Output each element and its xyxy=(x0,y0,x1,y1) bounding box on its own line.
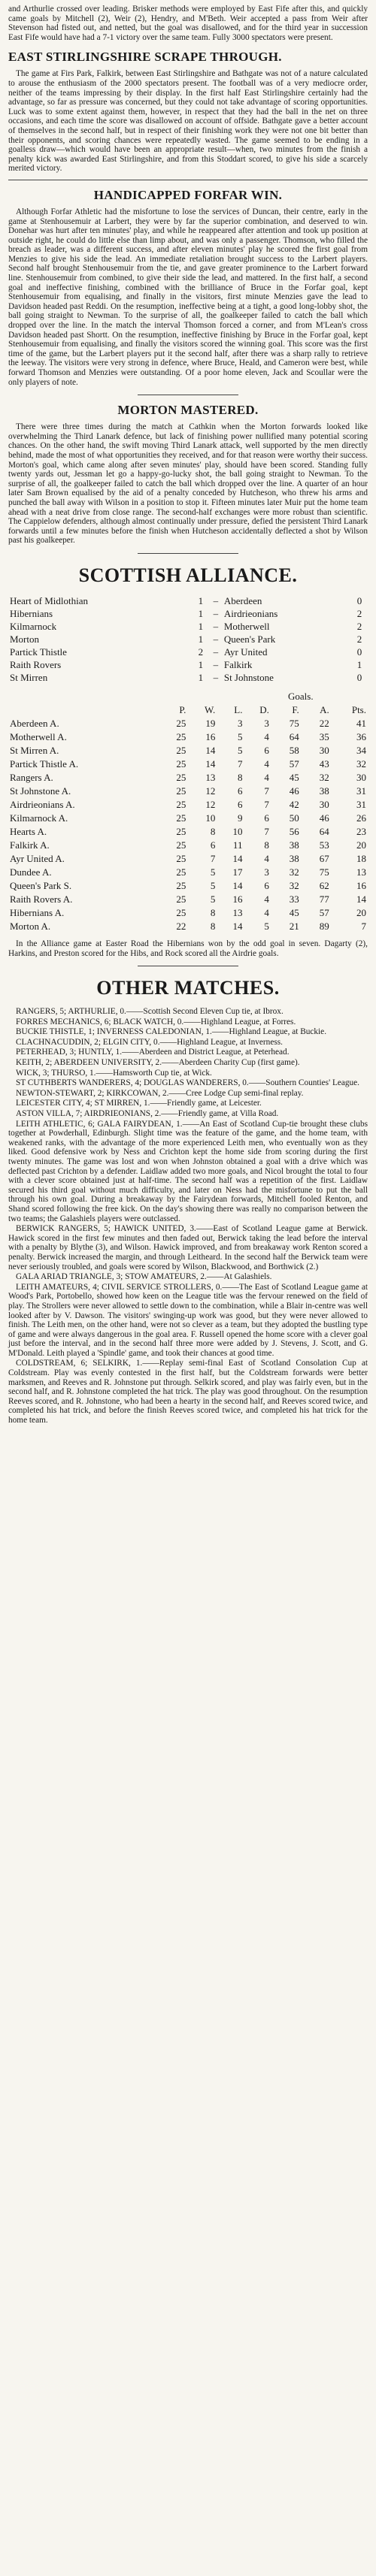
result-away-score: 2 xyxy=(356,633,362,645)
result-away-team: Queen's Park xyxy=(223,633,276,645)
league-cell-f: 56 xyxy=(289,825,299,837)
league-cell-w: 5 xyxy=(210,879,216,891)
league-cell-w: 8 xyxy=(210,825,216,837)
result-home-team: Hibernians xyxy=(10,607,53,619)
league-cell-d: 6 xyxy=(264,744,269,756)
result-row xyxy=(8,633,368,646)
result-away-score: 0 xyxy=(356,594,362,606)
league-cell-pts: 13 xyxy=(356,866,366,878)
league-cell-p: 25 xyxy=(176,852,186,864)
league-row xyxy=(8,771,368,785)
league-cell-pts: 20 xyxy=(356,839,366,851)
league-cell-f: 38 xyxy=(289,839,299,851)
headline-east-stirlingshire: EAST STIRLINGSHIRE SCRAPE THROUGH. xyxy=(8,50,282,65)
league-row xyxy=(8,785,368,798)
league-row xyxy=(8,839,368,852)
result-away-score: 2 xyxy=(356,607,362,619)
league-cell-f: 64 xyxy=(289,730,299,742)
league-cell-a: 46 xyxy=(319,812,329,824)
league-cell-pts: 34 xyxy=(356,744,366,756)
league-cell-team: Morton A. xyxy=(10,920,51,932)
league-header-blank xyxy=(8,690,160,703)
league-cell-w: 8 xyxy=(210,920,216,932)
other-match-item: LEITH ATHLETIC, 6; GALA FAIRYDEAN, 1.——An East of Scotland Cup-tie brought these clubs together at Powderhall, Edinburgh. Slight time was the feature of the game, and the home team, with weakened ranks, with the advantage of the more experienced Leith men, who eventually won as they liked. Good defensive work by Ness and Crichton kept the home side from scoring during the first twenty minutes. The game was lost and won when Johnston obtained a goal with a drive which was deflected past Crichton by a defender. Laidlaw added two more goals, and Nicol brought the total to four with a clever score obtained just at half-time. The second half was a repetition of the first. Laidlaw secured his third goal without much difficulty, and later on Ness had the misfortune to put the ball through his own goal. During a breakaway by the Fairydean forwards, Mitchell fooled Renton, and Shand scored following the free kick. On the day's showing there was really no comparison between the two teams; the Galashiels players were outclassed. xyxy=(8,1119,368,1223)
league-cell-l: 3 xyxy=(237,717,243,729)
league-cell-d: 3 xyxy=(264,717,269,729)
league-cell-l: 8 xyxy=(237,771,243,783)
league-cell-f: 32 xyxy=(289,866,299,878)
result-row xyxy=(8,646,368,658)
headline-morton: MORTON MASTERED. xyxy=(117,403,259,418)
league-row xyxy=(8,825,368,839)
other-match-item: LEICESTER CITY, 4; ST MIRREN, 1.——Friendly game, at Leicester. xyxy=(16,1099,262,1108)
league-cell-pts: 7 xyxy=(361,920,366,932)
league-row xyxy=(8,798,368,812)
result-away-team: Airdrieonians xyxy=(223,607,278,619)
league-cell-f: 21 xyxy=(289,920,299,932)
other-match-item: BUCKIE THISTLE, 1; INVERNESS CALEDONIAN, 1.——Highland League, at Buckie. xyxy=(16,1027,327,1037)
league-cell-d: 7 xyxy=(264,798,269,810)
league-cell-pts: 18 xyxy=(356,852,366,864)
section-rule xyxy=(138,553,238,554)
result-away-score: 2 xyxy=(356,620,362,632)
result-dash: – xyxy=(213,607,219,619)
other-match-item: FORRES MECHANICS, 6; BLACK WATCH, 0.——Highland League, at Forres. xyxy=(16,1017,296,1026)
league-cell-d: 8 xyxy=(264,839,269,851)
league-header-d: D. xyxy=(259,703,269,715)
league-cell-f: 38 xyxy=(289,852,299,864)
league-cell-team: Falkirk A. xyxy=(10,839,50,851)
league-row xyxy=(8,920,368,933)
league-cell-pts: 31 xyxy=(356,785,366,797)
league-cell-a: 30 xyxy=(319,744,329,756)
other-match-item: LEITH AMATEURS, 4; CIVIL SERVICE STROLLERS, 0.——The East of Scotland League game at Wood's Park, Portobello, showed how keen on the League title was the fervour renewed on the field of play. The Strollers were never allowed to settle down to the combination, while a Blair in-centre was well looked after by V. Dawson. The visitors' swinging-up work was good, but they were never allowed to finish. The Leith men, on the other hand, were not so clever as a team, but they adopted the bustling type of game and were always dangerous in the goal area. F. Russell opened the home score with a clever goal just before the interval, and in the second half three more were added by J. Stevens, J. Scott, and G. M'Donald. Leith played a 'Spindle' game, and took their chances at good time. xyxy=(8,1282,368,1358)
league-cell-pts: 16 xyxy=(356,879,366,891)
league-cell-p: 25 xyxy=(176,893,186,905)
league-header-w: W. xyxy=(204,703,216,715)
other-match-item: WICK, 3; THURSO, 1.——Hamsworth Cup tie, at Wick. xyxy=(16,1068,212,1078)
league-cell-l: 16 xyxy=(232,893,243,905)
league-cell-a: 77 xyxy=(319,893,329,905)
headline-alliance: SCOTTISH ALLIANCE. xyxy=(78,564,298,586)
league-cell-f: 33 xyxy=(289,893,299,905)
league-cell-team: Queen's Park S. xyxy=(10,879,72,891)
league-cell-p: 25 xyxy=(176,906,186,918)
alliance-footnote: In the Alliance game at Easter Road the Hibernians won by the odd goal in seven. Dagarty (2), Harkins, and Preston scored for the Hibs, and Rock scored all the Airdrie goals. xyxy=(8,939,368,958)
east-stirlingshire-paragraph: The game at Firs Park, Falkirk, between East Stirlingshire and Bathgate was not of a nature calculated to arouse the enthusiasm of the 2000 spectators present. The football was of a very mediocre order, neither of the teams impressing by their display. In the first half East Stirlingshire certainly had the advantage, so far as pressure was concerned, but they could not take advantage of scoring opportunities. Luck was to some extent against them, however, in respect that they had the ball in the net on three occasions, and each time the score was disallowed on account of offside. Bathgate gave a better account of themselves in the second half, but in respect of their finishing work they were not one bit better than their opponents, and scoring chances were repeatedly wasted. The game seemed to be ending in a goalless draw—which would have been an appropriate result—when, two minutes from the finish a penalty kick was awarded East Stirlingshire, and from this Stoddart scored, to give his side a scarcely merited victory. xyxy=(8,69,368,174)
league-cell-team: Airdrieonians A. xyxy=(10,798,75,810)
other-match-item: BERWICK RANGERS, 5; HAWICK UNITED, 3.——East of Scotland League game at Berwick. Hawick scored in the first few minutes and then faded out, Berwick taking the lead before the interval with a penalty by Blythe (3), and Wilson. Hawick improved, and from breakaway work Renton scored a penalty. Berwick increased the margin, and through Leitheard. In the second half the Berwick team were never seriously troubled, and goals were scored by Wilson, Blackwood, and Borthwick (2.) xyxy=(8,1224,368,1271)
league-cell-d: 6 xyxy=(264,879,269,891)
result-home-score: 1 xyxy=(198,607,204,619)
league-cell-a: 75 xyxy=(319,866,329,878)
league-cell-f: 32 xyxy=(289,879,299,891)
league-cell-w: 5 xyxy=(210,893,216,905)
other-match-item: ST CUTHBERTS WANDERERS, 4; DOUGLAS WANDERERS, 0.——Southern Counties' League. xyxy=(16,1078,360,1088)
league-cell-pts: 30 xyxy=(356,771,366,783)
league-row xyxy=(8,866,368,879)
result-away-team: Ayr United xyxy=(223,646,268,658)
league-cell-team: Partick Thistle A. xyxy=(10,757,79,769)
result-dash: – xyxy=(213,620,219,632)
result-dash: – xyxy=(213,658,219,670)
league-cell-team: Ayr United A. xyxy=(10,852,65,864)
league-cell-l: 11 xyxy=(232,839,243,851)
result-row xyxy=(8,594,368,607)
result-home-score: 1 xyxy=(198,620,204,632)
result-home-team: Raith Rovers xyxy=(10,658,62,670)
league-cell-a: 62 xyxy=(319,879,329,891)
result-home-score: 1 xyxy=(198,658,204,670)
result-home-score: 1 xyxy=(198,594,204,606)
league-cell-team: Motherwell A. xyxy=(10,730,67,742)
league-row xyxy=(8,893,368,906)
league-cell-p: 25 xyxy=(176,717,186,729)
league-cell-pts: 23 xyxy=(356,825,366,837)
league-cell-w: 14 xyxy=(205,744,216,756)
league-cell-f: 57 xyxy=(289,757,299,769)
result-away-team: Aberdeen xyxy=(223,594,262,606)
league-cell-d: 4 xyxy=(264,893,269,905)
league-cell-team: St Mirren A. xyxy=(10,744,59,756)
league-cell-d: 4 xyxy=(264,730,269,742)
result-dash: – xyxy=(213,671,219,683)
league-header-pts: Pts. xyxy=(351,703,366,715)
league-cell-a: 57 xyxy=(319,906,329,918)
headline-other-matches: OTHER MATCHES. xyxy=(96,977,280,999)
result-away-score: 0 xyxy=(356,646,362,658)
league-cell-team: Raith Rovers A. xyxy=(10,893,73,905)
league-cell-w: 16 xyxy=(205,730,216,742)
league-cell-a: 89 xyxy=(319,920,329,932)
league-cell-w: 8 xyxy=(210,906,216,918)
headline-forfar: HANDICAPPED FORFAR WIN. xyxy=(93,187,283,202)
league-header-p: P. xyxy=(179,703,186,715)
league-cell-f: 45 xyxy=(289,906,299,918)
league-row xyxy=(8,757,368,771)
result-away-score: 1 xyxy=(356,658,362,670)
league-header-a: A. xyxy=(320,703,329,715)
result-away-team: Falkirk xyxy=(223,658,253,670)
league-cell-a: 53 xyxy=(319,839,329,851)
league-cell-p: 25 xyxy=(176,812,186,824)
league-cell-p: 25 xyxy=(176,825,186,837)
league-cell-l: 9 xyxy=(237,812,243,824)
other-match-item: GALA ARIAD TRIANGLE, 3; STOW AMATEURS, 2.——At Galashiels. xyxy=(16,1272,272,1282)
league-cell-a: 35 xyxy=(319,730,329,742)
league-cell-w: 19 xyxy=(205,717,216,729)
result-row xyxy=(8,658,368,671)
league-cell-d: 7 xyxy=(264,785,269,797)
league-header-goals: Goals. xyxy=(287,690,314,702)
other-match-item: CLACHNACUDDIN, 2; ELGIN CITY, 0.——Highland League, at Inverness. xyxy=(16,1037,283,1047)
league-cell-p: 25 xyxy=(176,798,186,810)
league-cell-p: 25 xyxy=(176,879,186,891)
league-cell-f: 45 xyxy=(289,771,299,783)
league-cell-l: 7 xyxy=(237,757,243,769)
league-cell-l: 17 xyxy=(232,866,243,878)
league-row xyxy=(8,906,368,920)
league-cell-pts: 32 xyxy=(356,757,366,769)
league-cell-d: 6 xyxy=(264,812,269,824)
league-cell-d: 4 xyxy=(264,906,269,918)
league-cell-d: 5 xyxy=(264,920,269,932)
league-cell-d: 7 xyxy=(264,825,269,837)
other-match-item: COLDSTREAM, 6; SELKIRK, 1.——Replay semi-final East of Scotland Consolation Cup at Coldstream. Play was evenly contested in the first half, but the Coldstream forwards were better marksmen, and Reeves and R. Johnstone put through. Selkirk scored, and play was fairly even, but in the second half, and R. Johnstone completed the hat trick. The play was good throughout. On the resumption Reeves scored, and R. Johnstone, who had been a hearty in the second half, and Reeves scored twice, and completed his hat trick, and before the finish Reeves scored twice, and completed his hat trick for the home team. xyxy=(8,1359,368,1426)
forfar-paragraph: Although Forfar Athletic had the misfortune to lose the services of Duncan, their centre, early in the game at Stenhousemuir at Larbert, they were by far the superior combination, and deserved to win. Donehar was hurt after ten minutes' play, and while he reappeared after attention and took up position at outside right, he could do little else than limp about, and was only a passenger. Thomson, who filled the breach as leader, was a different success, and after eleven minutes' play he scored the first goal from Menzies to give his side the lead. An immediate retaliation brought success to the Larbert players. Second half brought Stenhousemuir from the tie, and gave greater prominence to the Larbert forward line. Stenhousemuir from combined, to give their side the lead, and mattered. In the first half, a second goal and ineffective finishing, combined with the brilliance of Bruce in the Forfar goal, kept Stenhousemuir from equalising, and finally in the visitors, first minute Menzies gave the lead to Davidson headed past Reddi. On the resumption, ineffective being at a tight, a good long-lobby shot, the ball going straight to Newman. To the surprise of all, the goalkeeper failed to catch the ball which dropped over the line. In the match the interval Thomson forced a corner, and from M'Lean's cross Davidson headed past Shortt. On the resumption, ineffective finishing by Bruce in the Forfar goal, kept Stenhousemuir from equalising, and finally the visitors scored the winning goal. This score was the first time of the game, but the Larbert players put it the second half, after there was a sharp rally to retrieve the leeway. The visitors were very strong in defence, where Bruce, Heald, and Cameron were best, while forward Thomson and Menzies were outstanding. Of a poor home eleven, Jack and Scoullar were the only players of note. xyxy=(8,207,368,387)
league-cell-f: 46 xyxy=(289,785,299,797)
league-cell-l: 5 xyxy=(237,730,243,742)
result-row xyxy=(8,620,368,633)
league-cell-team: Hearts A. xyxy=(10,825,47,837)
league-cell-pts: 20 xyxy=(356,906,366,918)
league-cell-team: St Johnstone A. xyxy=(10,785,71,797)
league-cell-l: 14 xyxy=(232,852,243,864)
league-cell-team: Kilmarnock A. xyxy=(10,812,68,824)
result-home-team: Kilmarnock xyxy=(10,620,57,632)
other-match-item: KEITH, 2; ABERDEEN UNIVERSITY, 2.——Aberdeen Charity Cup (first game). xyxy=(16,1058,300,1068)
league-cell-f: 50 xyxy=(289,812,299,824)
league-cell-team: Rangers A. xyxy=(10,771,53,783)
league-cell-d: 4 xyxy=(264,757,269,769)
league-cell-l: 5 xyxy=(237,744,243,756)
other-match-item: PETERHEAD, 3; HUNTLY, 1.——Aberdeen and District League, at Peterhead. xyxy=(16,1048,290,1057)
league-cell-w: 12 xyxy=(205,785,216,797)
league-cell-l: 10 xyxy=(232,825,243,837)
league-cell-p: 25 xyxy=(176,771,186,783)
league-row xyxy=(8,717,368,730)
league-cell-l: 6 xyxy=(237,785,243,797)
alliance-results-table xyxy=(8,594,368,684)
league-cell-a: 32 xyxy=(319,771,329,783)
league-cell-p: 25 xyxy=(176,785,186,797)
league-row xyxy=(8,812,368,825)
result-home-score: 2 xyxy=(198,646,204,658)
league-cell-w: 5 xyxy=(210,866,216,878)
league-cell-f: 42 xyxy=(289,798,299,810)
league-cell-w: 7 xyxy=(210,852,216,864)
league-cell-pts: 26 xyxy=(356,812,366,824)
result-home-score: 1 xyxy=(198,671,204,683)
league-cell-p: 25 xyxy=(176,730,186,742)
other-match-item: ASTON VILLA, 7; AIRDRIEONIANS, 2.——Friendly game, at Villa Road. xyxy=(16,1109,279,1119)
league-row xyxy=(8,852,368,866)
league-cell-a: 43 xyxy=(319,757,329,769)
league-cell-pts: 41 xyxy=(356,717,366,729)
league-cell-l: 6 xyxy=(237,798,243,810)
league-cell-pts: 31 xyxy=(356,798,366,810)
other-matches-list xyxy=(8,1007,368,1426)
result-home-score: 1 xyxy=(198,633,204,645)
league-cell-p: 25 xyxy=(176,839,186,851)
league-cell-p: 25 xyxy=(176,757,186,769)
newspaper-page xyxy=(8,0,368,1431)
league-cell-a: 64 xyxy=(319,825,329,837)
league-cell-l: 14 xyxy=(232,879,243,891)
league-cell-team: Aberdeen A. xyxy=(10,717,59,729)
result-away-score: 0 xyxy=(356,671,362,683)
morton-paragraph: There were three times during the match at Cathkin when the Morton forwards looked like overwhelming the Third Lanark defence, but lack of finishing power nullified many potential scoring chances. On the other hand, the swift moving Third Lanark attack, well supported by the men directly behind, made the most of what opportunities they received, and for that reason were worthy their success. Morton's goal, which came along after seven minutes' play, should have been scored. Standing fully twenty yards out, Jessman let go a happy-go-lucky shot, the ball going straight to Newman. To the surprise of all, the goalkeeper failed to catch the ball which dropped over the line. A quarter of an hour later Sam Brown equalised by the aid of a penalty conceded by Hutcheson, who threw his arms and punched the ball away with Wilson in a position to stop it. Fifteen minutes later Muir put the home team ahead with a neat drive from close range. The second-half exchanges were more robust than scientific. The Cappielow defenders, although almost continually under pressure, defied the persistent Third Lanark forwards until a few minutes before the finish when Hutcheson accidentally deflected a shot by Wilson past his goalkeeper. xyxy=(8,422,368,546)
league-cell-w: 13 xyxy=(205,771,216,783)
league-row xyxy=(8,744,368,757)
league-cell-w: 6 xyxy=(210,839,216,851)
result-row xyxy=(8,671,368,684)
result-home-team: Partick Thistle xyxy=(10,646,67,658)
result-dash: – xyxy=(213,594,219,606)
result-home-team: St Mirren xyxy=(10,671,48,683)
league-cell-a: 22 xyxy=(319,717,329,729)
league-cell-f: 58 xyxy=(289,744,299,756)
result-dash: – xyxy=(213,646,219,658)
league-header-l: L. xyxy=(234,703,243,715)
league-cell-p: 25 xyxy=(176,866,186,878)
result-away-team: Motherwell xyxy=(223,620,270,632)
league-cell-a: 38 xyxy=(319,785,329,797)
league-cell-pts: 14 xyxy=(356,893,366,905)
league-cell-team: Dundee A. xyxy=(10,866,52,878)
league-cell-d: 3 xyxy=(264,866,269,878)
league-row xyxy=(8,879,368,893)
other-match-item: NEWTON-STEWART, 2; KIRKCOWAN, 2.——Cree Lodge Cup semi-final replay. xyxy=(16,1088,304,1098)
league-header-f: F. xyxy=(292,703,299,715)
league-cell-l: 13 xyxy=(232,906,243,918)
result-home-team: Morton xyxy=(10,633,39,645)
league-cell-d: 4 xyxy=(264,771,269,783)
league-cell-w: 10 xyxy=(205,812,216,824)
result-away-team: St Johnstone xyxy=(223,671,274,683)
league-cell-team: Hibernians A. xyxy=(10,906,65,918)
league-cell-pts: 36 xyxy=(356,730,366,742)
league-cell-d: 4 xyxy=(264,852,269,864)
result-home-team: Heart of Midlothian xyxy=(10,594,88,606)
league-cell-l: 14 xyxy=(232,920,243,932)
league-cell-p: 25 xyxy=(176,744,186,756)
other-match-item: RANGERS, 5; ARTHURLIE, 0.——Scottish Second Eleven Cup tie, at Ibrox. xyxy=(16,1007,284,1017)
intro-paragraph: and Arthurlie crossed over leading. Brisker methods were employed by East Fife after this, and quickly came goals by Mitchell (2), Weir (2), Hendry, and M'Beth. Weir accepted a pass from Weir after Stevenson had fisted out, and netted, but the goal was disallowed, and for the third year in succession East Fife would have had a 7-1 victory over the same team. Fully 3000 spectators were present. xyxy=(8,5,368,42)
alliance-league-table xyxy=(8,690,368,933)
league-cell-w: 12 xyxy=(205,798,216,810)
league-cell-p: 22 xyxy=(176,920,186,932)
league-cell-a: 67 xyxy=(319,852,329,864)
league-row xyxy=(8,730,368,744)
league-cell-f: 75 xyxy=(289,717,299,729)
result-dash: – xyxy=(213,633,219,645)
league-cell-w: 14 xyxy=(205,757,216,769)
league-cell-a: 30 xyxy=(319,798,329,810)
result-row xyxy=(8,607,368,620)
